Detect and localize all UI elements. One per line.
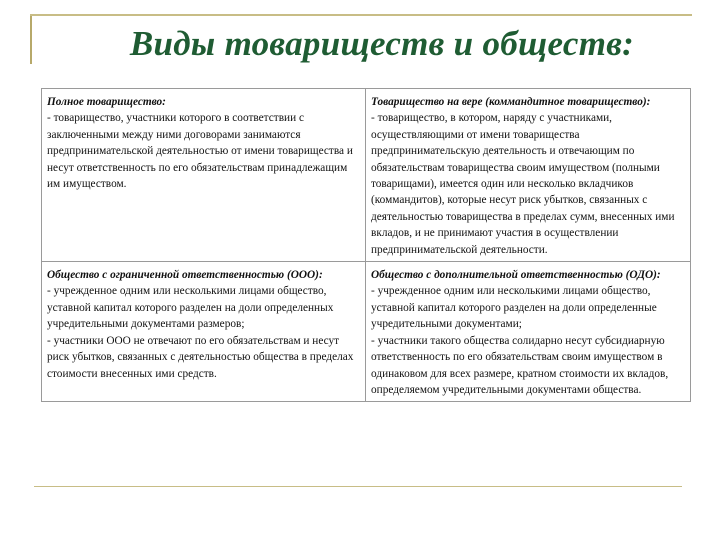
cell-body: - товарищество, в котором, наряду с участниками, осуществляющими от имени товарищества предпринимательскую деятельность и отвечающим по обязательствам товарищества своим имуществом (полными товарищами), имеется один или несколько вкладчиков (коммандитов), которые несут риск убытков, связанных с деятельностью товарищества в пределах сумм, внесенных ими вкладов, и не принимают участия в осуществлении предпринимательской деятельности.	[371, 112, 675, 256]
table-cell-llc	[42, 262, 366, 402]
cell-body: - товарищество, участники которого в соответствии с заключенными между ними договорами занимаются предпринимательской деятельностью от имени товарищества и несут ответственность по его обязательствам принадлежащим им имуществом.	[47, 112, 353, 191]
table-cell-limited-partnership	[366, 89, 691, 262]
cell-title: Полное товарищество:	[47, 96, 166, 108]
decorative-bottom-line	[34, 486, 682, 487]
cell-body: - учрежденное одним или несколькими лицами общество, уставной капитал которого разделен на доли определенные учредительными документами; - участники такого общества солидарно несут субсидиарную ответственность по его обязательствам своим имуществом в одинаковом для всех размере, кратном стоимости их вкладов, определяемом учредительными документами общества.	[371, 285, 669, 396]
slide-title: Виды товариществ и обществ:	[129, 24, 635, 63]
decorative-top-line	[30, 14, 692, 16]
comparison-table	[41, 88, 691, 402]
table-cell-full-partnership	[42, 89, 366, 262]
cell-title: Общество с дополнительной ответственностью (ОДО):	[371, 269, 661, 282]
table-row	[42, 89, 691, 262]
cell-title: Общество с ограниченной ответственностью (ООО):	[47, 269, 323, 282]
table-cell-additional-liability	[366, 262, 691, 402]
table-row	[42, 262, 691, 402]
cell-title: Товарищество на вере (коммандитное товарищество):	[371, 96, 651, 108]
cell-body: - учрежденное одним или несколькими лицами общество, уставной капитал которого разделен на доли определенных учредительными документами размеров; - участники ООО не отвечают по его обязательствам и несут риск убытков, связанных с деятельностью общества в пределах стоимости внесенных ими средств.	[47, 285, 354, 380]
